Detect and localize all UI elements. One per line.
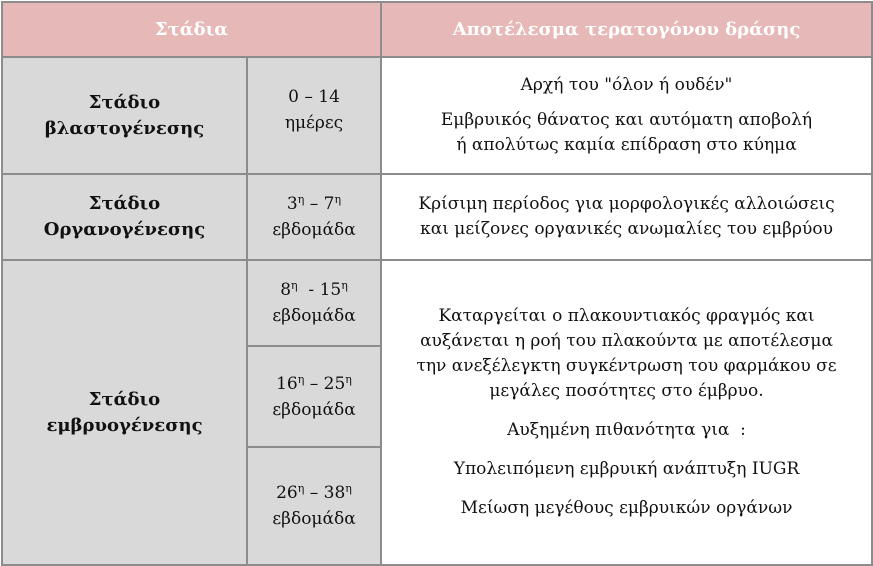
header-stages: Στάδια xyxy=(2,2,381,57)
period-unit: εβδομάδα xyxy=(272,509,356,529)
stage-label: εμβρυογένεσης xyxy=(46,414,203,436)
period-unit: ημέρες xyxy=(284,113,344,133)
stage-label: Στάδιο xyxy=(88,193,161,214)
teratogen-stages-table xyxy=(1,1,873,566)
stage-label: Στάδιο xyxy=(88,91,161,113)
effect-line: και μείζονες οργανικές ανωμαλίες του εμβρύου xyxy=(420,219,833,239)
effect-line: Κρίσιμη περίοδος για μορφολογικές αλλοιώσεις xyxy=(418,194,835,214)
period-cell xyxy=(247,447,381,565)
period-cell xyxy=(247,174,381,260)
period-cell xyxy=(247,57,381,174)
header-row xyxy=(2,2,872,57)
effect-line: Καταργείται ο πλακουντιακός φραγμός και xyxy=(438,306,815,326)
table-row xyxy=(2,174,872,260)
period-unit: εβδομάδα xyxy=(272,220,356,240)
period-range: $3^\eta - 7^\eta$ xyxy=(286,193,342,214)
period-unit: εβδομάδα xyxy=(272,399,356,420)
period-range: $16^\eta - 25^\eta$ xyxy=(276,372,352,394)
effect-text: Μείωση μεγέθους εμβρυικών οργάνων xyxy=(460,498,793,518)
effect-line: την ανεξέλεγκτη συγκέντρωση του φαρμάκου σε xyxy=(416,356,837,376)
effect-text xyxy=(392,108,861,158)
period-cell xyxy=(247,346,381,447)
stage-cell xyxy=(2,260,247,565)
effect-text: Αυξημένη πιθανότητα για : xyxy=(507,420,746,440)
period-cell xyxy=(247,260,381,346)
effect-text: Αρχή του "όλον ή ουδέν" xyxy=(520,75,733,95)
effect-text: Υπολειπόμενη εμβρυική ανάπτυξη IUGR xyxy=(453,459,800,479)
table-row xyxy=(2,260,872,346)
stage-label: βλαστογένεσης xyxy=(44,117,205,139)
effect-line: Εμβρυικός θάνατος και αυτόματη αποβολή xyxy=(440,110,813,130)
period-range: 0 – 14 xyxy=(288,87,340,107)
stage-cell xyxy=(2,57,247,174)
effect-line: ή απολύτως καμία επίδραση στο κύημα xyxy=(456,135,797,155)
header-effect: Αποτέλεσμα τερατογόνου δράσης xyxy=(381,2,872,57)
period-range: $26^\eta - 38^\eta$ xyxy=(276,482,352,503)
stage-label: Στάδιο xyxy=(88,388,161,410)
effect-cell xyxy=(381,57,872,174)
effect-line: μεγάλες ποσότητες στο έμβρυο. xyxy=(489,381,764,401)
stage-cell xyxy=(2,174,247,260)
stage-label: Οργανογένεσης xyxy=(43,219,206,240)
period-range: $8^\eta - 15^\eta$ xyxy=(280,279,348,300)
effect-cell xyxy=(381,260,872,565)
table-row xyxy=(2,57,872,174)
period-unit: εβδομάδα xyxy=(272,306,356,326)
effect-text xyxy=(392,304,861,404)
effect-line: αυξάνεται η ροή του πλακούντα με αποτέλεσμα xyxy=(420,331,833,351)
effect-cell xyxy=(381,174,872,260)
